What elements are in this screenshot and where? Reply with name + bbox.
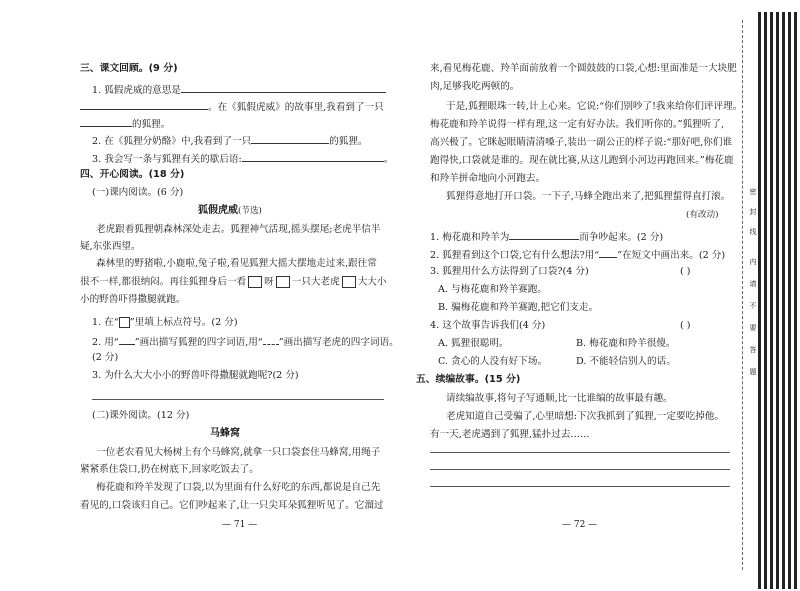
passage1-line: 小的野兽吓得撒腿就跑。	[80, 294, 186, 305]
writing-line[interactable]	[430, 486, 730, 487]
subsection-2: (二)课外阅读。(12 分)	[92, 410, 190, 421]
section3-title: 三、课文回顾。(9 分)	[80, 63, 178, 74]
question-1-text: 1. 狐假虎威的意思是	[92, 83, 386, 97]
passage2-cont: 梅花鹿和羚羊说得一样有理,这一定有好办法。我们听你的。”狐狸听了,	[430, 119, 725, 130]
subsection-1: (一)课内阅读。(6 分)	[92, 187, 184, 198]
right-page	[410, 0, 743, 591]
story-line: 老虎知道自己受骗了,心里暗想:下次我抓到了狐狸,一定要吃掉他。	[446, 411, 724, 422]
source-note: (有改动)	[686, 210, 719, 220]
option-b[interactable]: B. 梅花鹿和羚羊很傻。	[576, 338, 676, 349]
dashed-underline-symbol	[263, 335, 279, 345]
reading-question-2: 2. 用“ ”画出描写狐狸的四字词语,用“ ”画出描写老虎的四字词语。	[92, 337, 399, 348]
question-1: 1. 梅花鹿和羚羊为 而争吵起来。(2 分)	[430, 232, 664, 243]
seal-char: 内	[749, 258, 757, 266]
story-line: 有一天,老虎遇到了狐狸,猛扑过去……	[430, 429, 590, 440]
page-number: — 71 —	[222, 520, 258, 530]
passage2-line: 看见的,口袋该归自己。它们吵起来了,让一只尖耳朵狐狸听见了。它溜过	[80, 500, 384, 511]
answer-blank[interactable]	[242, 152, 384, 162]
passage2-cont: 肉,足够我吃两顿的。	[430, 81, 520, 92]
answer-blank[interactable]	[181, 83, 386, 93]
seal-char: 要	[749, 324, 757, 332]
section5-title: 五、续编故事。(15 分)	[416, 374, 521, 385]
question-3: 3. 狐狸用什么方法得到了口袋?(4 分)	[430, 266, 589, 277]
option-b[interactable]: B. 骗梅花鹿和羚羊赛跑,把它们支走。	[438, 302, 599, 313]
writing-line[interactable]	[430, 469, 730, 470]
passage2-title: 马蜂窝	[210, 428, 240, 439]
passage1-line: 老虎跟着狐狸朝森林深处走去。狐狸神气活现,摇头摆尾;老虎半信半	[96, 224, 381, 235]
passage2-cont: 狐狸得意地打开口袋。一下子,马蜂全跑出来了,把狐狸蜇得直打滚。	[446, 191, 731, 202]
page-number: — 72 —	[562, 520, 598, 530]
seal-char: 答	[749, 346, 757, 354]
seal-char: 不	[749, 302, 757, 310]
writing-line[interactable]	[430, 452, 730, 453]
answer-paren[interactable]: ( )	[680, 266, 691, 277]
passage2-line: 紧紧系住袋口,扔在树底下,回家吃饭去了。	[80, 464, 259, 475]
question-2: 2. 狐狸看到这个口袋,它有什么想法?用“ ”在短文中画出来。(2 分)	[430, 250, 726, 261]
option-d[interactable]: D. 不能轻信别人的话。	[576, 356, 676, 367]
passage2-cont: 和羚羊拼命地向小河跑去。	[430, 173, 546, 184]
answer-paren[interactable]: ( )	[680, 320, 691, 331]
passage2-line: 梅花鹿和羚羊发现了口袋,以为里面有什么好吃的东西,都说是自己先	[96, 482, 381, 493]
passage1-title: 狐假虎威(节选)	[198, 205, 262, 216]
question-4: 4. 这个故事告诉我们(4 分)	[430, 320, 546, 331]
option-c[interactable]: C. 贪心的人没有好下场。	[438, 356, 548, 367]
underline-symbol	[599, 248, 617, 258]
passage2-cont: 高兴极了。它眯起眼睛清清嗓子,装出一副公正的样子说:“那好吧,你们谁	[430, 137, 733, 148]
option-a[interactable]: A. 狐狸很聪明。	[438, 338, 509, 349]
passage2-cont: 跑得快,口袋就是谁的。现在就比赛,从这儿跑到小河边再跑回来。”梅花鹿	[430, 155, 734, 166]
question-1-cont: 。在《狐假虎威》的故事里,我看到了一只	[80, 100, 384, 114]
question-2-text: 2. 在《狐狸分奶酪》中,我看到了一只 的狐狸。	[92, 136, 368, 147]
seal-char: 题	[749, 368, 757, 376]
passage2-line: 一位老农看见大杨树上有个马蜂窝,就拿一只口袋套住马蜂窝,用绳子	[96, 447, 381, 458]
reading-question-2-score: (2 分)	[92, 352, 119, 363]
punctuation-box[interactable]	[248, 276, 262, 288]
answer-line[interactable]	[92, 399, 384, 400]
punctuation-box[interactable]	[342, 276, 356, 288]
passage2-cont: 来,看见梅花鹿、羚羊面前放着一个圆鼓鼓的口袋,心想:里面准是一大块肥	[430, 63, 737, 74]
question-1-end: 的狐狸。	[80, 117, 170, 131]
passage2-cont: 于是,狐狸眼珠一转,计上心来。它说:“你们别吵了!我来给你们评评理。	[446, 101, 743, 112]
seal-char: 密	[749, 188, 757, 196]
reading-question-3: 3. 为什么大大小小的野兽吓得撒腿就跑呢?(2 分)	[92, 370, 299, 381]
option-a[interactable]: A. 与梅花鹿和羚羊赛跑。	[438, 284, 547, 295]
section4-title: 四、开心阅读。(18 分)	[80, 169, 185, 180]
reading-question-1: 1. 在“ ”里填上标点符号。(2 分)	[92, 317, 238, 328]
passage1-line: 森林里的野猪啦,小鹿啦,兔子啦,看见狐狸大摇大摆地走过来,跟往常	[96, 258, 377, 269]
passage1-line: 很不一样,都很纳闷。再往狐狸身后一看 呀 一只大老虎 大大小	[80, 276, 387, 288]
section5-instruction: 请续编故事,将句子写通顺,比一比谁编的故事最有趣。	[446, 393, 673, 404]
box-symbol	[119, 317, 130, 328]
binding-stripes	[742, 0, 800, 591]
answer-blank[interactable]	[251, 134, 329, 144]
answer-blank[interactable]	[509, 230, 579, 240]
underline-symbol	[119, 335, 135, 345]
punctuation-box[interactable]	[276, 276, 290, 288]
answer-blank[interactable]	[80, 100, 208, 110]
seal-char: 线	[749, 228, 757, 236]
question-3-text: 3. 我会写一条与狐狸有关的歇后语: 。	[92, 154, 394, 165]
passage1-line: 疑,东张西望。	[80, 241, 141, 252]
answer-blank[interactable]	[80, 117, 132, 127]
seal-char: 请	[749, 280, 757, 288]
seal-char: 封	[749, 208, 757, 216]
